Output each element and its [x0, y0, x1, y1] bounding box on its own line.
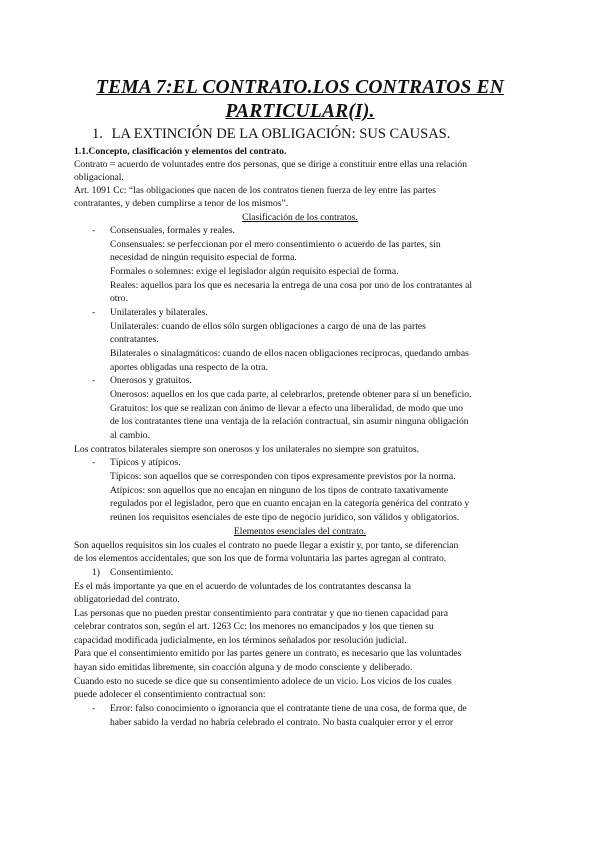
paragraph-line: capacidad modificada judicialmente, en los términos señalados por resolución judicial. [74, 635, 407, 646]
section-heading [92, 125, 450, 143]
list-item-line: al cambio. [110, 430, 150, 441]
list-item-line: otro. [110, 293, 128, 304]
paragraph-line: Para que el consentimiento emitido por las partes genere un contrato, es necesario que las voluntades [74, 648, 462, 659]
list-item-line: Onerosos: aquellos en los que cada parte, al celebrarlos, pretende obtener para sí un beneficio. [110, 389, 472, 400]
paragraph-line: Son aquellos requisitos sin los cuales el contrato no puede llegar a existir y, por tanto, se diferencian [74, 540, 459, 551]
bullet-dash: - [92, 225, 96, 236]
bullet-dash: - [92, 375, 96, 386]
paragraph-line: Es el más importante ya que en el acuerdo de voluntades de los contratantes descansa la [74, 581, 411, 592]
list-item-line: Bilaterales o sinalagmáticos: cuando de ellos nacen obligaciones recíprocas, quedando ambas [110, 348, 469, 359]
paragraph-line: celebrar contratos son, según el art. 1263 Cc: los menores no emancipados y los que tienen su [74, 621, 434, 632]
list-item-line: Consensuales: se perfeccionan por el mero consentimiento o acuerdo de las partes, sin [110, 239, 441, 250]
paragraph-line: Los contratos bilaterales siempre son onerosos y los unilaterales no siempre son gratuitos. [74, 444, 420, 455]
section-number: 1. [92, 126, 103, 142]
subheading: 1.1.Concepto, clasificación y elementos del contrato. [74, 146, 287, 157]
paragraph-line: Las personas que no pueden prestar consentimiento para contratar y que no tienen capacidad para [74, 608, 449, 619]
bullet-dash: - [92, 703, 96, 714]
bullet-dash: - [92, 457, 96, 468]
document-title-line-1: TEMA 7:EL CONTRATO.LOS CONTRATOS EN [95, 77, 505, 98]
list-item-line: Unilaterales: cuando de ellos sólo surgen obligaciones a cargo de una de las partes [110, 321, 426, 332]
paragraph-line: Contrato = acuerdo de voluntades entre dos personas, que se dirige a constituir entre ellas una relación [74, 159, 468, 170]
list-item-line: Formales o solemnes: exige el legislador algún requisito especial de forma. [110, 266, 399, 277]
clasificacion-heading: Clasificación de los contratos. [242, 212, 358, 223]
list-item-line: regulados por el legislador, pero que en cuanto encajan en la categoría genérica del contrato y [110, 498, 470, 509]
list-item-line: Típicos: son aquellos que se corresponden con tipos expresamente previstos por la norma. [110, 471, 456, 482]
elementos-heading: Elementos esenciales del contrato. [233, 526, 367, 537]
paragraph-line: Cuando esto no sucede se dice que su consentimiento adolece de un vicio. Los vicios de los cuales [74, 676, 452, 687]
paragraph-line: Art. 1091 Cc: “las obligaciones que nacen de los contratos tienen fuerza de ley entre las partes [74, 185, 437, 196]
list-item-line: Gratuitos: los que se realizan con ánimo de llevar a efecto una liberalidad, de modo que uno [110, 403, 463, 414]
list-item-line: haber sabido la verdad no habría celebrado el contrato. No basta cualquier error y el error [110, 717, 454, 728]
bullet-dash: - [92, 307, 96, 318]
paragraph-line: obligacional. [74, 172, 124, 183]
paragraph-line: puede adolecer el consentimiento contractual son: [74, 689, 266, 700]
item-number: 1) [92, 567, 100, 578]
section-heading-text: LA EXTINCIÓN DE LA OBLIGACIÓN: SUS CAUSAS. [111, 126, 451, 142]
bullet-label: Consensuales, formales y reales. [110, 225, 235, 236]
paragraph-line: hayan sido emitidas libremente, sin coacción alguna y de modo consciente y deliberado. [74, 662, 413, 673]
list-item-line: Atípicos: son aquellos que no encajan en ninguno de los tipos de contrato taxativamente [110, 485, 449, 496]
bullet-label: Unilaterales y bilaterales. [110, 307, 208, 318]
list-item-line: contratantes. [110, 334, 159, 345]
paragraph-line: contratantes, y deben cumplirse a tenor de los mismos”. [74, 198, 289, 209]
list-item-line: de los contratantes tiene una ventaja de la relación contractual, sin asumir ninguna obligación [110, 416, 469, 427]
document-title-line-2: PARTICULAR(I). [225, 101, 375, 122]
list-item-line: aportes obligadas una respecto de la otra. [110, 362, 268, 373]
bullet-label: Típicos y atípicos. [110, 457, 181, 468]
bullet-label: Onerosos y gratuitos. [110, 375, 192, 386]
list-item-line: Reales: aquellos para los que es necesaria la entrega de una cosa por uno de los contratantes al [110, 280, 473, 291]
paragraph-line: de los elementos accidentales, que son los que de forma voluntaria las partes agregan al contrato. [74, 553, 447, 564]
item-label: Consentimiento. [110, 567, 174, 578]
list-item-line: necesidad de ningún requisito especial de forma. [110, 252, 297, 263]
list-item-line: reúnen los requisitos esenciales de este tipo de negocio jurídico, son válidos y obligatorios. [110, 512, 460, 523]
paragraph-line: obligatoriedad del contrato. [74, 594, 180, 605]
list-item-line: Error: falso conocimiento o ignorancia que el contratante tiene de una cosa, de forma que, de [110, 703, 467, 714]
